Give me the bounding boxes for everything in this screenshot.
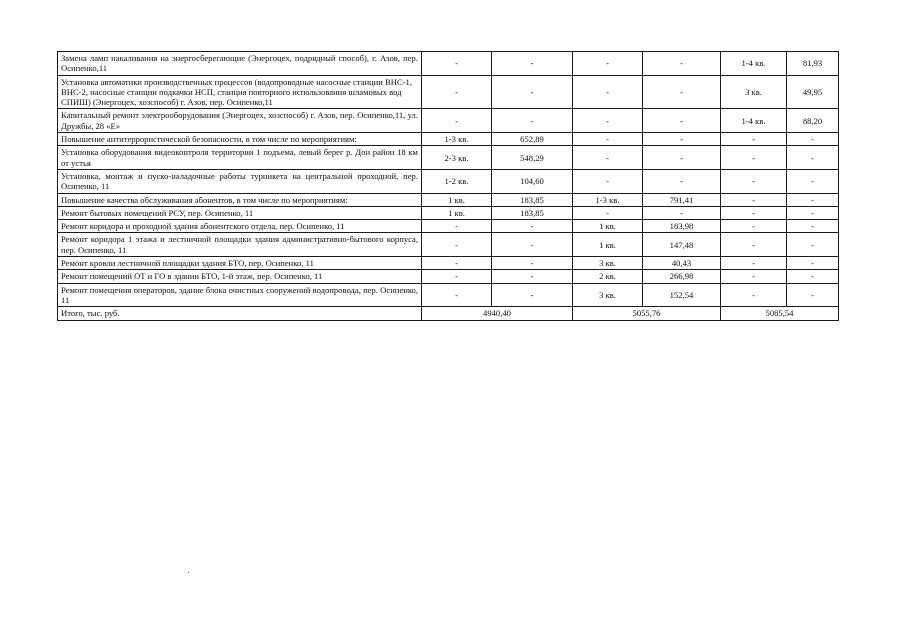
quarter-year-3: - (721, 133, 787, 146)
total-row (58, 307, 839, 320)
quarter-year-1: - (422, 257, 492, 270)
quarter-year-1: - (422, 75, 492, 109)
work-description: Ремонт бытовых помещений РСУ, пер. Осипенко, 11 (58, 206, 422, 219)
amount-year-3: - (787, 146, 839, 170)
quarter-year-1: 2-3 кв. (422, 146, 492, 170)
quarter-year-3: - (721, 270, 787, 283)
amount-year-2: 152,54 (643, 283, 721, 307)
work-description: Ремонт коридора 1 этажа и лестничной площадки здания административно-бытового корпуса, пер. Осипенко, 11 (58, 233, 422, 257)
work-description: Установка автоматики производственных процессов (водопроводные насосные станции ВНС-1, ВНС-2, насосные станции подкачки НСП, станция повторного использования шламовых вод СПИШ) (Энергоцех, хозспособ) г. Азов, пер. Осипенко,11 (58, 75, 422, 109)
quarter-year-3: - (721, 146, 787, 170)
quarter-year-1: - (422, 233, 492, 257)
amount-year-3: - (787, 283, 839, 307)
amount-year-1: 104,60 (492, 169, 573, 193)
amount-year-3: - (787, 193, 839, 206)
work-description: Капитальный ремонт электрооборудования (Энергоцех, хозспособ) г. Азов, пер. Осипенко,11, ул. Дружбы, 28 «Е» (58, 109, 422, 133)
work-description: Ремонт помещений ОТ и ГО в здании БТО, 1-й этаж, пер. Осипенко, 11 (58, 270, 422, 283)
amount-year-3: 49,95 (787, 75, 839, 109)
table-row (58, 52, 839, 76)
amount-year-2: - (643, 133, 721, 146)
amount-year-1: 548,29 (492, 146, 573, 170)
quarter-year-3: - (721, 257, 787, 270)
amount-year-1: - (492, 233, 573, 257)
table-row (58, 146, 839, 170)
amount-year-3: 81,93 (787, 52, 839, 76)
table-row (58, 75, 839, 109)
amount-year-1: - (492, 220, 573, 233)
amount-year-3: - (787, 257, 839, 270)
quarter-year-1: - (422, 109, 492, 133)
amount-year-3: - (787, 169, 839, 193)
quarter-year-3: - (721, 220, 787, 233)
quarter-year-3: - (721, 193, 787, 206)
scan-speck (188, 572, 189, 573)
table-row (58, 270, 839, 283)
amount-year-3: - (787, 133, 839, 146)
work-description: Ремонт помещения операторов, здание блока очистных сооружений водопровода, пер. Осипенко, 11 (58, 283, 422, 307)
amount-year-1: - (492, 109, 573, 133)
amount-year-3: 88,20 (787, 109, 839, 133)
table-row (58, 193, 839, 206)
table-row (58, 206, 839, 219)
quarter-year-2: - (573, 75, 643, 109)
amount-year-2: 791,41 (643, 193, 721, 206)
amount-year-2: - (643, 109, 721, 133)
amount-year-1: - (492, 52, 573, 76)
table-row (58, 233, 839, 257)
amount-year-3: - (787, 233, 839, 257)
works-table (57, 51, 839, 321)
amount-year-2: 147,48 (643, 233, 721, 257)
quarter-year-2: 1 кв. (573, 233, 643, 257)
quarter-year-2: - (573, 133, 643, 146)
table-row (58, 257, 839, 270)
table-row (58, 169, 839, 193)
quarter-year-1: 1-3 кв. (422, 133, 492, 146)
amount-year-2: 183,98 (643, 220, 721, 233)
amount-year-1: 183,85 (492, 206, 573, 219)
quarter-year-2: - (573, 206, 643, 219)
amount-year-1: - (492, 270, 573, 283)
table-row (58, 133, 839, 146)
quarter-year-2: - (573, 109, 643, 133)
quarter-year-1: - (422, 52, 492, 76)
quarter-year-2: 1 кв. (573, 220, 643, 233)
amount-year-2: 266,98 (643, 270, 721, 283)
amount-year-1: 652,89 (492, 133, 573, 146)
amount-year-2: 40,43 (643, 257, 721, 270)
quarter-year-2: - (573, 52, 643, 76)
quarter-year-2: 3 кв. (573, 283, 643, 307)
work-description: Ремонт кровли лестничной площадки здания БТО, пер. Осипенко, 11 (58, 257, 422, 270)
quarter-year-2: 3 кв. (573, 257, 643, 270)
quarter-year-2: 2 кв. (573, 270, 643, 283)
quarter-year-2: 1-3 кв. (573, 193, 643, 206)
table-row (58, 109, 839, 133)
work-description: Повышение антитеррористической безопасности, в том числе по мероприятиям: (58, 133, 422, 146)
amount-year-2: - (643, 206, 721, 219)
amount-year-1: - (492, 283, 573, 307)
amount-year-3: - (787, 270, 839, 283)
quarter-year-1: 1 кв. (422, 193, 492, 206)
amount-year-1: 183,85 (492, 193, 573, 206)
total-label: Итого, тыс. руб. (58, 307, 422, 320)
total-year-3: 5085,54 (721, 307, 839, 320)
total-year-1: 4940,40 (422, 307, 573, 320)
work-description: Установка оборудования видеоконтроля территории 1 подъема, левый берег р. Дон район 18 км от устья (58, 146, 422, 170)
amount-year-2: - (643, 52, 721, 76)
quarter-year-1: 1 кв. (422, 206, 492, 219)
total-year-2: 5055,76 (573, 307, 721, 320)
quarter-year-3: - (721, 169, 787, 193)
table-row (58, 283, 839, 307)
amount-year-2: - (643, 169, 721, 193)
work-description: Повышение качества обслуживания абонентов, в том числе по мероприятиям: (58, 193, 422, 206)
work-description: Установка, монтаж и пуско-наладочные работы турникета на центральной проходной, пер. Осипенко, 11 (58, 169, 422, 193)
quarter-year-1: - (422, 283, 492, 307)
quarter-year-3: - (721, 206, 787, 219)
quarter-year-2: - (573, 146, 643, 170)
table-row (58, 220, 839, 233)
quarter-year-3: - (721, 233, 787, 257)
work-description: Замена ламп накаливания на энергосберегающие (Энергоцех, подрядный способ), г. Азов, пер. Осипенко,11 (58, 52, 422, 76)
quarter-year-1: - (422, 220, 492, 233)
amount-year-3: - (787, 206, 839, 219)
quarter-year-3: 3 кв. (721, 75, 787, 109)
quarter-year-3: 1-4 кв. (721, 52, 787, 76)
table-body (58, 52, 839, 307)
amount-year-3: - (787, 220, 839, 233)
amount-year-1: - (492, 257, 573, 270)
quarter-year-3: - (721, 283, 787, 307)
amount-year-1: - (492, 75, 573, 109)
quarter-year-2: - (573, 169, 643, 193)
quarter-year-3: 1-4 кв. (721, 109, 787, 133)
quarter-year-1: - (422, 270, 492, 283)
amount-year-2: - (643, 75, 721, 109)
work-description: Ремонт коридора и проходной здания абонентского отдела, пер. Осипенко, 11 (58, 220, 422, 233)
quarter-year-1: 1-2 кв. (422, 169, 492, 193)
amount-year-2: - (643, 146, 721, 170)
